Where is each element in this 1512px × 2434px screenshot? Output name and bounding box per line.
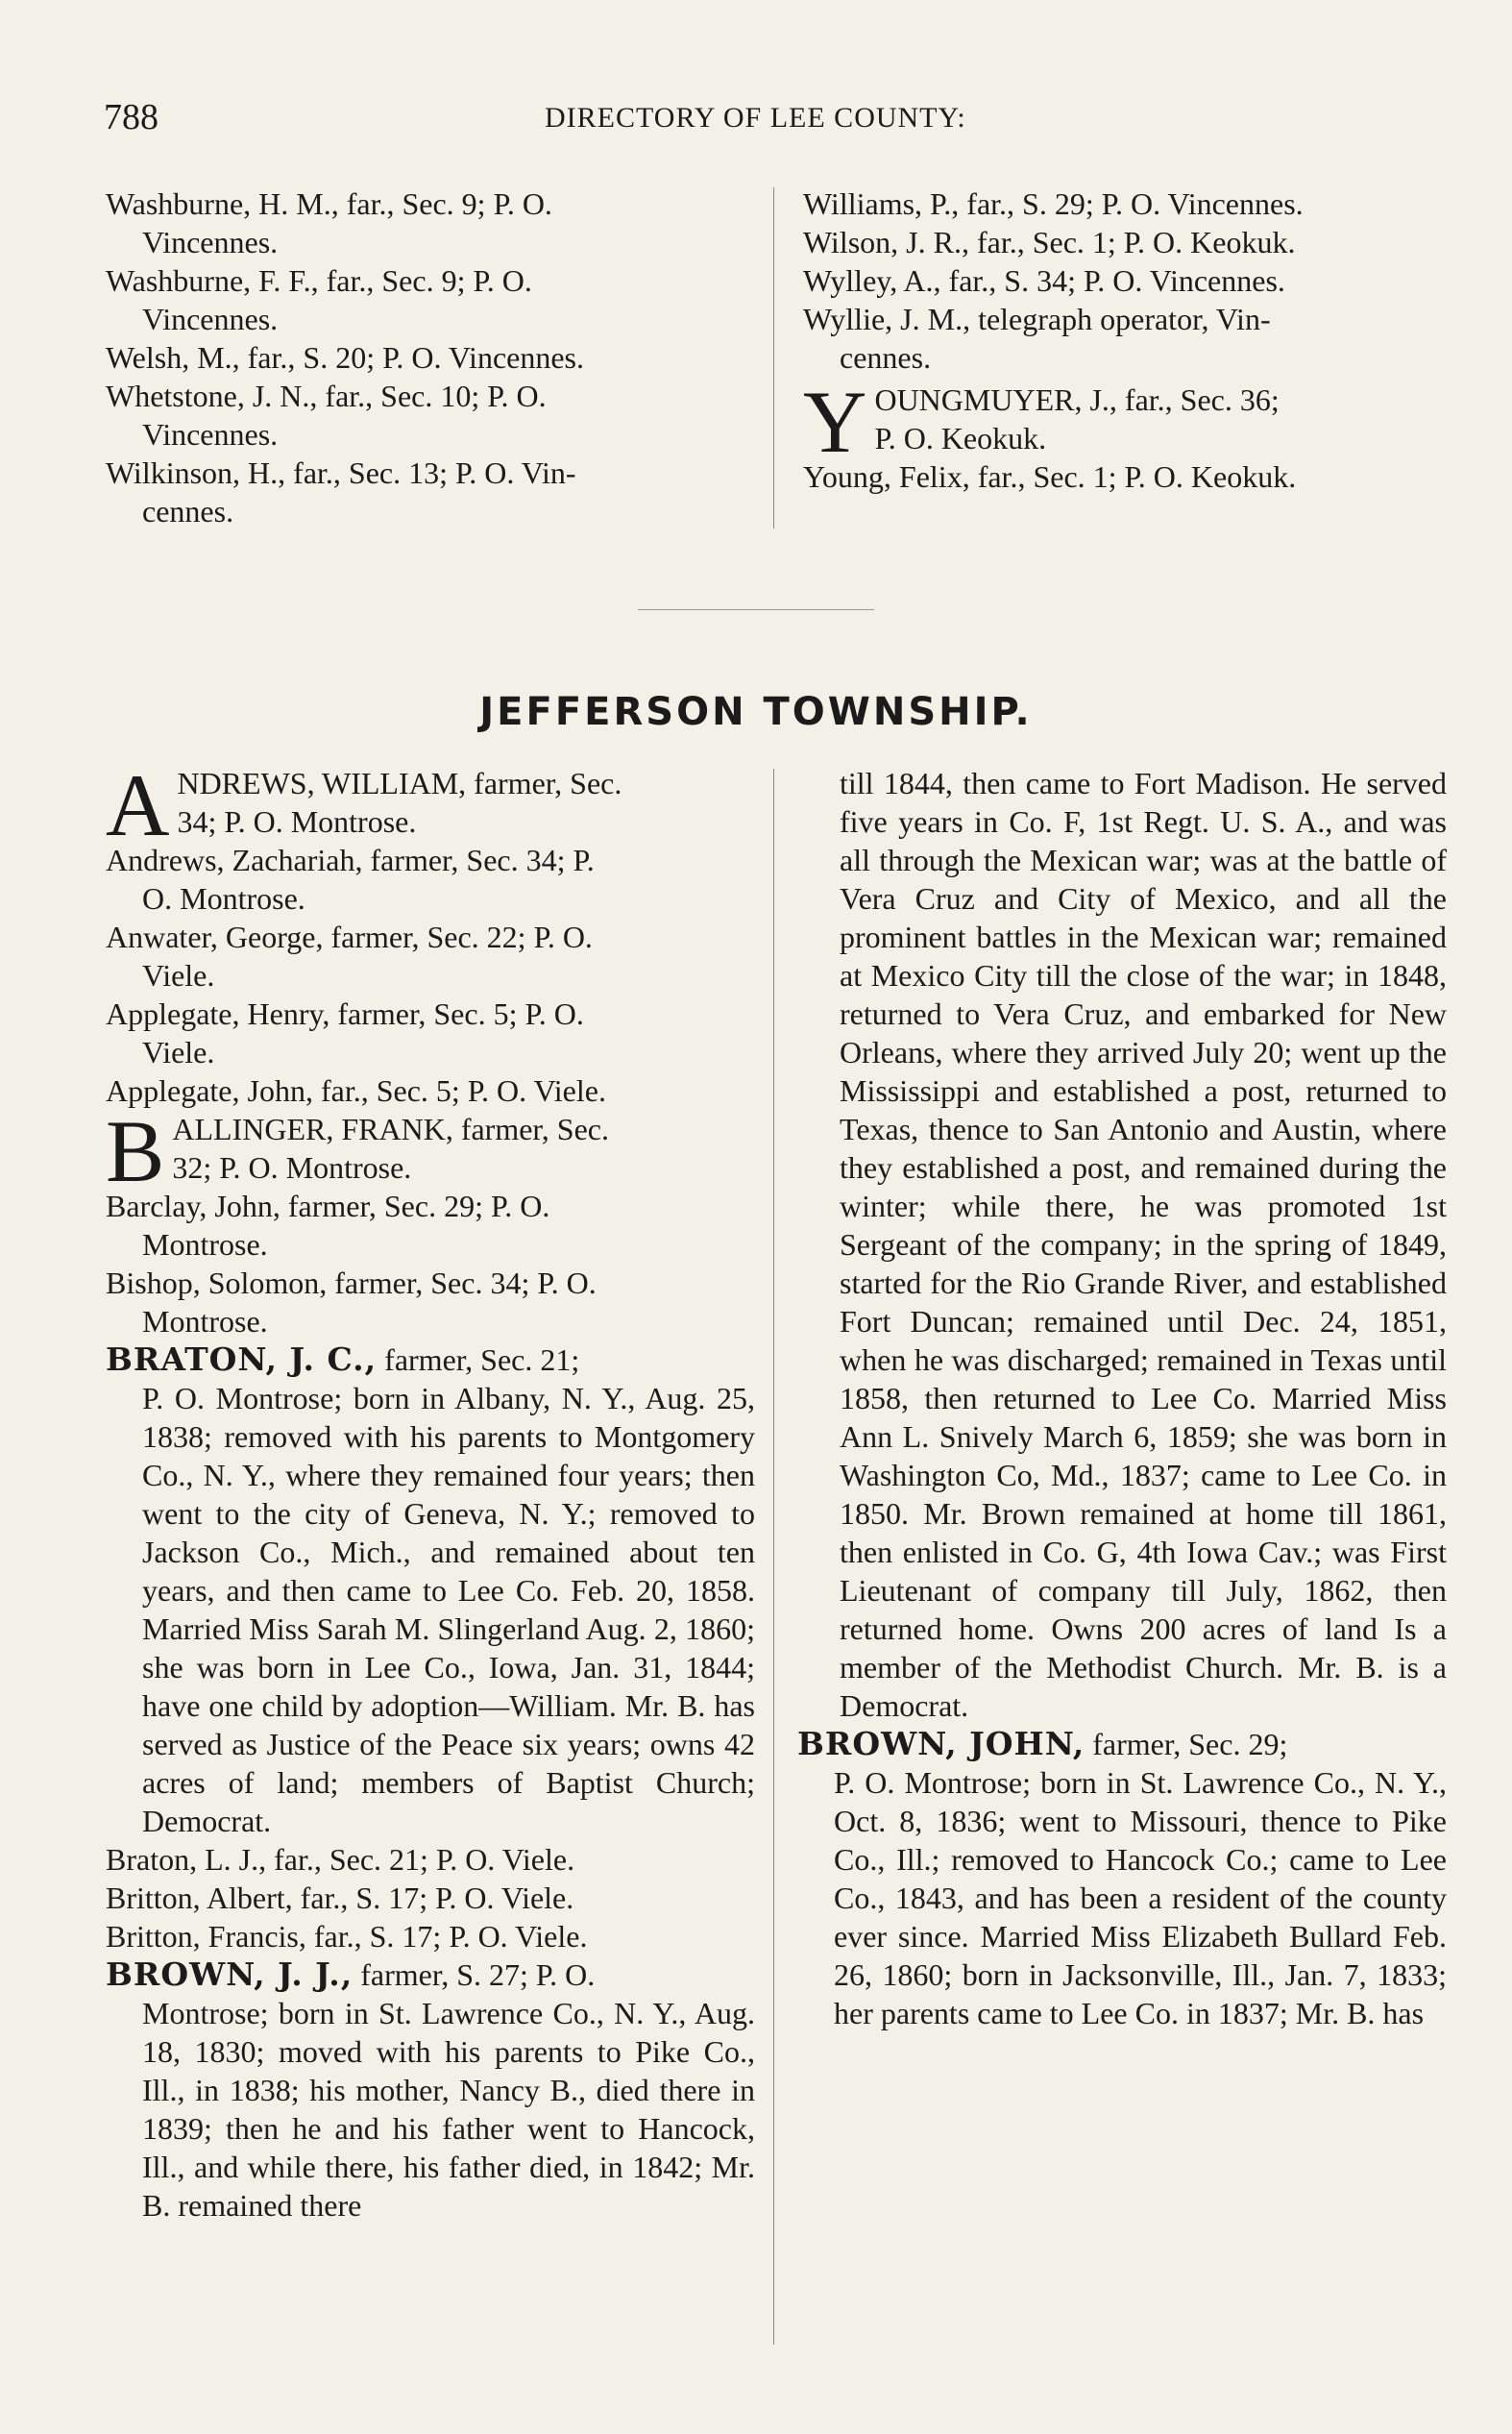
drop-cap-b: B <box>106 1102 165 1200</box>
entry-text: Applegate, Henry, farmer, Sec. 5; P. O. <box>106 996 584 1031</box>
drop-cap-a: A <box>106 756 170 854</box>
section-divider <box>638 609 874 610</box>
directory-entry <box>106 184 755 261</box>
directory-entry-ballinger <box>106 1102 755 1200</box>
entry-text: Britton, Francis, far., S. 17; P. O. Viele. <box>106 1919 588 1954</box>
directory-entry <box>106 841 755 918</box>
directory-entry-young-felix: Young, Felix, far., Sec. 1; P. O. Keokuk. <box>803 459 1297 494</box>
directory-entry <box>106 1071 755 1110</box>
directory-entry-youngmuyer <box>803 373 1456 471</box>
entry-continuation: Montrose. <box>142 1304 268 1339</box>
biography-text: P. O. Montrose; born in St. Lawrence Co., N. Y., Oct. 8, 1836; went to Missouri, thence to Pike Co., Ill.; removed to Hancock Co.; came to Lee Co., 1843, and has been a resident of the county ever since. Married Miss Elizabeth Bullard Feb. 26, 1860; born in Jacksonville, Ill., Jan. 7, 1833; her parents came to Lee Co. in 1837; Mr. B. has <box>834 1765 1447 2030</box>
entry-continuation: Vincennes. <box>142 225 279 259</box>
entry-continuation: Vincennes. <box>142 302 279 336</box>
biography-name: BRATON, J. C., <box>106 1340 378 1378</box>
entry-text: Braton, L. J., far., Sec. 21; P. O. Viele. <box>106 1842 575 1877</box>
directory-entry <box>106 1264 755 1340</box>
entry-text: Williams, P., far., S. 29; P. O. Vincennes. <box>803 186 1304 221</box>
biography-brown-jj <box>106 1955 755 2225</box>
directory-entry <box>106 454 755 530</box>
entry-text: farmer, S. 27; P. O. <box>353 1957 596 1992</box>
biography-name: BROWN, J. J., <box>106 1955 354 1993</box>
entry-text: Wilson, J. R., far., Sec. 1; P. O. Keokuk. <box>803 225 1296 259</box>
entry-text: Washburne, H. M., far., Sec. 9; P. O. <box>106 186 552 221</box>
entry-text: Applegate, John, far., Sec. 5; P. O. Viele. <box>106 1073 606 1108</box>
top-right-column <box>803 184 1456 496</box>
directory-entry <box>106 338 755 377</box>
directory-entry <box>106 1917 755 1955</box>
entry-text: Wilkinson, H., far., Sec. 13; P. O. Vin- <box>106 455 576 490</box>
section-title: JEFFERSON TOWNSHIP. <box>479 690 1033 734</box>
entry-text: P. O. Keokuk. <box>874 421 1047 455</box>
entry-continuation: Vincennes. <box>142 417 279 452</box>
top-left-column <box>106 184 755 530</box>
entry-text: Andrews, Zachariah, farmer, Sec. 34; P. <box>106 843 595 877</box>
directory-entry <box>106 1840 755 1879</box>
biography-brown-john <box>797 1725 1447 2032</box>
entry-continuation: Viele. <box>142 1035 215 1069</box>
directory-entry <box>803 184 1456 223</box>
biography-name: BROWN, JOHN, <box>797 1725 1085 1762</box>
page-number: 788 <box>104 97 159 137</box>
right-column <box>797 764 1447 2032</box>
entry-continuation: cennes. <box>142 494 234 529</box>
directory-entry <box>106 995 755 1071</box>
entry-text: Britton, Albert, far., S. 17; P. O. Viele. <box>106 1881 574 1915</box>
entry-text: OUNGMUYER, J., far., Sec. 36; <box>874 382 1280 417</box>
directory-entry <box>106 1187 755 1264</box>
entry-text: 34; P. O. Montrose. <box>177 804 417 839</box>
entry-continuation: cennes. <box>840 340 932 375</box>
left-column <box>106 756 755 2225</box>
entry-text: Wylley, A., far., S. 34; P. O. Vincennes. <box>803 263 1285 298</box>
running-head: DIRECTORY OF LEE COUNTY: <box>545 102 966 134</box>
directory-entry-andrews-william <box>106 756 755 854</box>
directory-entry <box>106 1879 755 1917</box>
entry-text: Washburne, F. F., far., Sec. 9; P. O. <box>106 263 532 298</box>
biography-continuation: till 1844, then came to Fort Madison. He served five years in Co. F, 1st Regt. U. S. A., and was all through the Mexican war; was at the battle of Vera Cruz and City of Mexico, and all the prominent battles in the Mexican war; remained at Mexico City till the close of the war; in 1848, returned to Vera Cruz, and embarked for New Orleans, where they arrived July 20; went up the Mississippi and established a post, returned to Texas, thence to San Antonio and Austin, where they established a post, and remained during the winter; while there, he was promoted 1st Sergeant of the company; in the spring of 1849, started for the Rio Grande River, and established Fort Duncan; remained until Dec. 24, 1851, when he was discharged; remained in Texas until 1858, then returned to Lee Co. Married Miss Ann L. Snively March 6, 1859; she was born in Washington Co, Md., 1837; came to Lee Co. in 1850. Mr. Brown remained at home till 1861, then enlisted in Co. G, 4th Iowa Cav.; was First Lieutenant of company till July, 1862, then returned home. Owns 200 acres of land Is a member of the Methodist Church. Mr. B. is a Democrat. <box>840 766 1447 1723</box>
entry-text: ALLINGER, FRANK, farmer, Sec. <box>172 1112 609 1146</box>
entry-continuation: O. Montrose. <box>142 881 305 916</box>
entry-text: 32; P. O. Montrose. <box>172 1150 412 1185</box>
entry-text: Bishop, Solomon, farmer, Sec. 34; P. O. <box>106 1266 597 1300</box>
directory-entry <box>803 261 1456 300</box>
entry-text: farmer, Sec. 21; <box>377 1342 580 1377</box>
biography-text: P. O. Montrose; born in Albany, N. Y., Aug. 25, 1838; removed with his parents to Montgomery Co., N. Y., where they remained four years; then went to the city of Geneva, N. Y.; removed to Jackson Co., Mich., and remained about ten years, and then came to Lee Co. Feb. 20, 1858. Married Miss Sarah M. Slingerland Aug. 2, 1860; she was born in Lee Co., Iowa, Jan. 31, 1844; have one child by adoption—William. Mr. B. has served as Justice of the Peace six years; owns 42 acres of land; members of Baptist Church; Democrat. <box>142 1381 755 1838</box>
directory-entry <box>803 223 1456 261</box>
entry-text: Welsh, M., far., S. 20; P. O. Vincennes. <box>106 340 584 375</box>
entry-continuation: Viele. <box>142 958 215 993</box>
drop-cap-y: Y <box>803 373 867 471</box>
directory-entry <box>106 377 755 454</box>
entry-continuation: Montrose. <box>142 1227 268 1262</box>
entry-text: Wyllie, J. M., telegraph operator, Vin- <box>803 302 1271 336</box>
entry-text: Whetstone, J. N., far., Sec. 10; P. O. <box>106 379 547 413</box>
biography-braton <box>106 1340 755 1840</box>
column-divider-main <box>773 769 774 2345</box>
directory-entry <box>803 300 1456 377</box>
page-header <box>0 96 1512 154</box>
entry-text: Anwater, George, farmer, Sec. 22; P. O. <box>106 920 593 954</box>
entry-text: farmer, Sec. 29; <box>1085 1727 1288 1761</box>
column-divider-top <box>773 187 774 529</box>
entry-text: NDREWS, WILLIAM, farmer, Sec. <box>177 766 622 800</box>
directory-entry <box>106 261 755 338</box>
biography-text: Montrose; born in St. Lawrence Co., N. Y., Aug. 18, 1830; moved with his parents to Pike Co., Ill., in 1838; his mother, Nancy B., died there in 1839; then he and his father went to Hancock, Ill., and while there, his father died, in 1842; Mr. B. remained there <box>142 1996 755 2223</box>
entry-text: Barclay, John, farmer, Sec. 29; P. O. <box>106 1189 550 1223</box>
directory-entry <box>106 918 755 995</box>
